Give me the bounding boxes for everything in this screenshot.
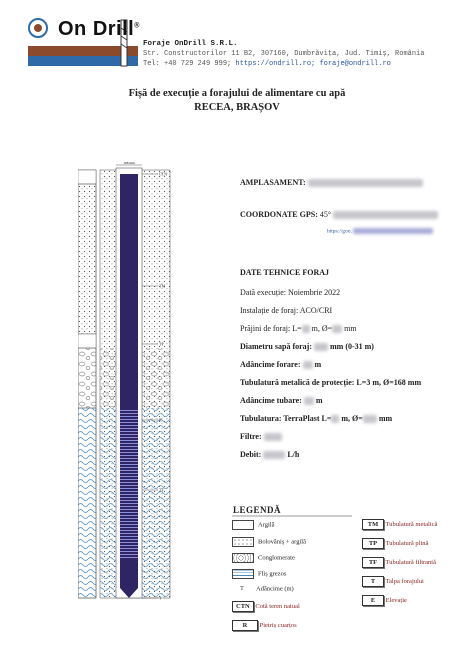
rods: Prăjini de foraj: L= m, Ø= mm bbox=[240, 324, 357, 333]
filters: Filtre: bbox=[240, 432, 282, 441]
bit-diameter: Diametru sapă foraj: mm (0-31 m) bbox=[240, 342, 374, 351]
legend-title: LEGENDĂ bbox=[233, 505, 282, 515]
rig: Instalație de foraj: ACO/CRI bbox=[240, 306, 333, 315]
legend-box-e: E Elevație bbox=[362, 595, 407, 606]
document-subtitle: RECEA, BRAȘOV bbox=[194, 102, 280, 113]
logo-text: On Drill® bbox=[58, 18, 140, 40]
company-contact bbox=[143, 60, 391, 68]
legend-item-boulders: Bolovăniș + argilă bbox=[232, 537, 306, 547]
clay-swatch bbox=[232, 520, 254, 530]
legend-box-ctn: CTN Cotă teren natual bbox=[232, 601, 300, 612]
marker-t: T bbox=[159, 595, 162, 601]
website-link[interactable]: https://ondrill.ro; bbox=[235, 60, 316, 68]
marker-tf: TF bbox=[159, 487, 164, 493]
legend-item-conglomerate: Conglomerate bbox=[232, 553, 295, 563]
depth-symbol-icon: T bbox=[240, 586, 244, 592]
phone: Tel: +40 729 249 999; bbox=[143, 60, 232, 68]
marker-tm: TM bbox=[159, 283, 165, 289]
legend-box-tm: TM Tubulatură metalică bbox=[362, 519, 437, 530]
location-row: AMPLASAMENT: bbox=[240, 178, 423, 187]
tubing-depth: Adâncime tubare: m bbox=[240, 396, 323, 405]
document-title: Fișă de execuție a forajului de alimentare cu apă bbox=[128, 88, 346, 99]
marker-r: R bbox=[159, 417, 162, 423]
debit: Debit: L/h bbox=[240, 450, 300, 459]
boulders-swatch bbox=[232, 537, 254, 547]
well-diagram bbox=[78, 160, 178, 610]
conglomerate-swatch bbox=[232, 553, 254, 563]
gps-row: COORDONATE GPS: 45° bbox=[240, 210, 438, 219]
diameter-label: 168 mm bbox=[123, 161, 135, 165]
legend-item-clay: Argilă bbox=[232, 520, 275, 530]
flysch-swatch bbox=[232, 569, 254, 579]
marker-ctn: CTN bbox=[159, 171, 167, 177]
tech-heading: DATE TEHNICE FORAJ bbox=[240, 268, 330, 277]
legend-rule bbox=[232, 515, 352, 517]
drill-depth: Adâncime forare: m bbox=[240, 360, 322, 369]
marker-tp: TP bbox=[159, 341, 164, 347]
protective-casing: Tubulatură metalică de protecție: L=3 m, Ø=168 mm bbox=[240, 378, 422, 387]
legend-box-tp: TP Tubulatură plină bbox=[362, 538, 428, 549]
legend-box-tf: TF Tubulatură filtrantă bbox=[362, 557, 436, 568]
gps-link[interactable]: https://goo. bbox=[327, 228, 433, 234]
legend-item-flysch: Fliș grezos bbox=[232, 569, 286, 579]
email-link[interactable]: foraje@ondrill.ro bbox=[319, 60, 391, 68]
exec-date: Dată execuție: Noiembrie 2022 bbox=[240, 288, 341, 297]
company-name: Foraje OnDrill S.R.L. bbox=[143, 40, 238, 48]
legend-item-depth: T Adâncime (m) bbox=[232, 585, 294, 593]
company-address: Str. Constructorilor 11 B2, 307160, Dumbrăvița, Jud. Timiș, România bbox=[143, 50, 425, 58]
tubing: Tubulatura: TerraPlast L= m, Ø= mm bbox=[240, 414, 393, 423]
legend-box-t: T Talpa forajului bbox=[362, 576, 424, 587]
legend-box-r: R Pietriș cuarțos bbox=[232, 620, 297, 631]
